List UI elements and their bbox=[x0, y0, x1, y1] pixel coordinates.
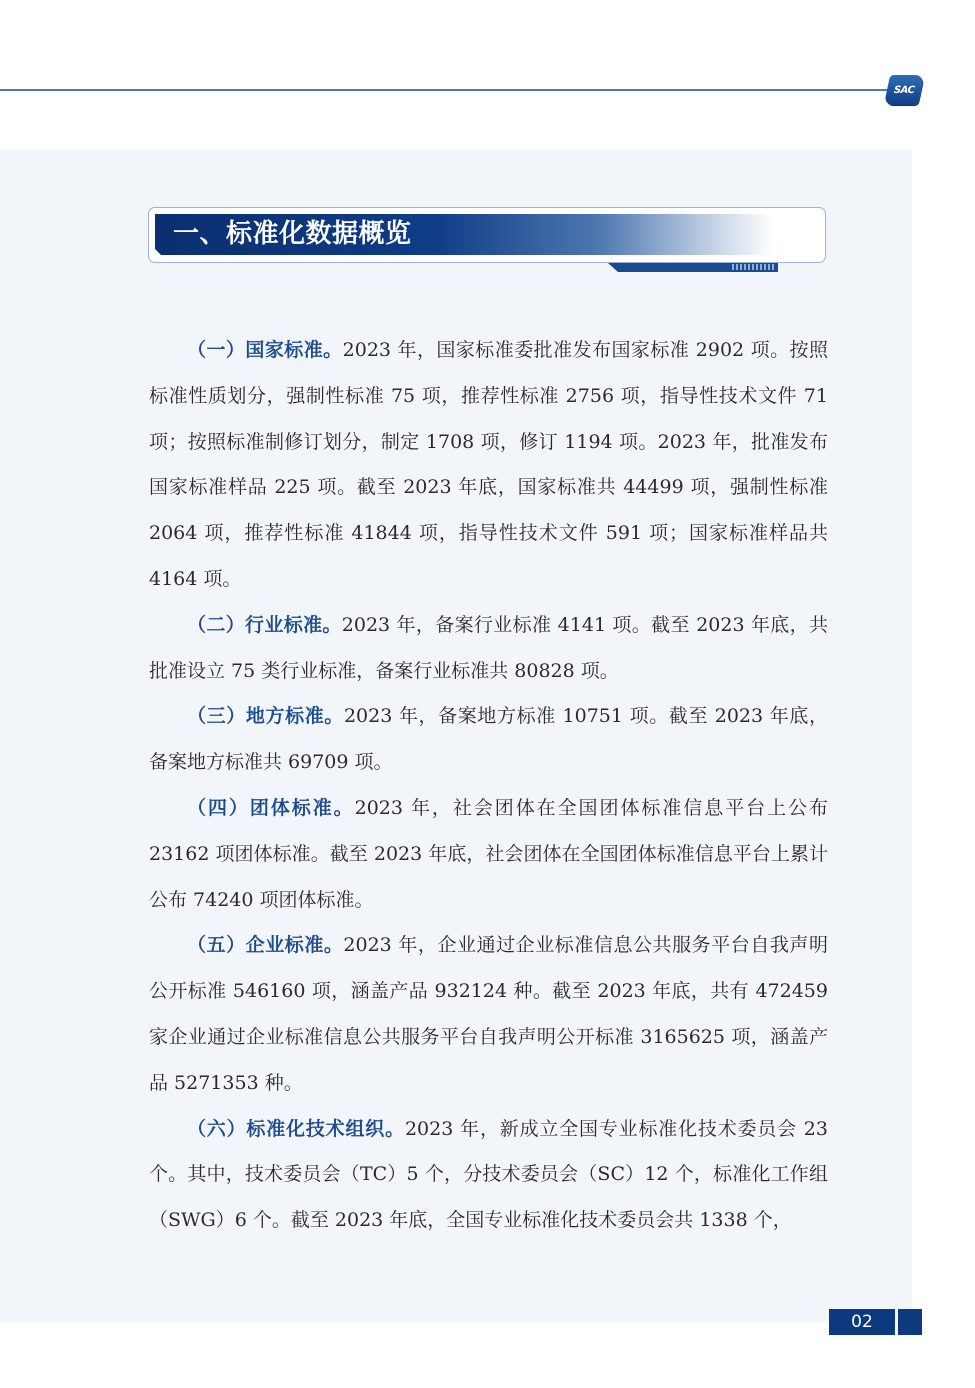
sac-logo bbox=[884, 75, 924, 105]
paragraph-local-standards bbox=[149, 694, 828, 786]
page-number: 02 bbox=[829, 1309, 895, 1335]
body-content bbox=[149, 328, 828, 1244]
paragraph-text: 2023 年，社会团体在全国团体标准信息平台上公布 23162 项团体标准。截至 2023 年底，社会团体在全国团体标准信息平台上累计公布 74240 项团体标准。 bbox=[149, 796, 828, 911]
paragraph-text: 2023 年，备案地方标准 10751 项。截至 2023 年底，备案地方标准共 69709 项。 bbox=[149, 705, 828, 774]
section-title: 一、标准化数据概览 bbox=[173, 219, 412, 249]
paragraph-lead: （三）地方标准。 bbox=[187, 705, 344, 728]
paragraph-text: 2023 年，备案行业标准 4141 项。截至 2023 年底，共批准设立 75 类行业标准，备案行业标准共 80828 项。 bbox=[149, 613, 828, 682]
paragraph-lead: （二）行业标准。 bbox=[187, 613, 342, 636]
page-number-tail bbox=[898, 1309, 922, 1335]
paragraph-technical-organizations bbox=[149, 1107, 828, 1244]
paragraph-text: 2023 年，国家标准委批准发布国家标准 2902 项。按照标准性质划分，强制性标准 75 项，推荐性标准 2756 项，指导性技术文件 71 项；按照标准制修订划分，制定 1708 项，修订 1194 项。2023 年，批准发布国家标准样品 225 项。截至 2023 年底，国家标准共 44499 项，强制性标准 2064 项，推荐性标准 41844 项，指导性技术文件 591 项；国家标准样品共 4164 项。 bbox=[149, 339, 828, 590]
paragraph-text: 2023 年，企业通过企业标准信息公共服务平台自我声明公开标准 546160 项，涵盖产品 932124 种。截至 2023 年底，共有 472459 家企业通过企业标准信息公共服务平台自我声明公开标准 3165625 项，涵盖产品 5271353 种。 bbox=[149, 934, 828, 1094]
header-rule bbox=[0, 89, 890, 91]
logo-text: SAC bbox=[893, 84, 915, 96]
paragraph-enterprise-standards bbox=[149, 923, 828, 1106]
paragraph-lead: （五）企业标准。 bbox=[187, 934, 344, 957]
paragraph-industry-standards bbox=[149, 603, 828, 695]
section-header-hatch bbox=[732, 264, 776, 270]
paragraph-lead: （一）国家标准。 bbox=[187, 339, 343, 361]
paragraph-group-standards bbox=[149, 786, 828, 923]
section-header bbox=[148, 207, 826, 263]
paragraph-national-standards bbox=[149, 328, 828, 603]
paragraph-text: 2023 年，新成立全国专业标准化技术委员会 23 个。其中，技术委员会（TC）5 个，分技术委员会（SC）12 个，标准化工作组（SWG）6 个。截至 2023 年底，全国专业标准化技术委员会共 1338 个， bbox=[149, 1117, 828, 1232]
paragraph-lead: （四）团体标准。 bbox=[187, 796, 355, 819]
paragraph-lead: （六）标准化技术组织。 bbox=[187, 1117, 405, 1140]
